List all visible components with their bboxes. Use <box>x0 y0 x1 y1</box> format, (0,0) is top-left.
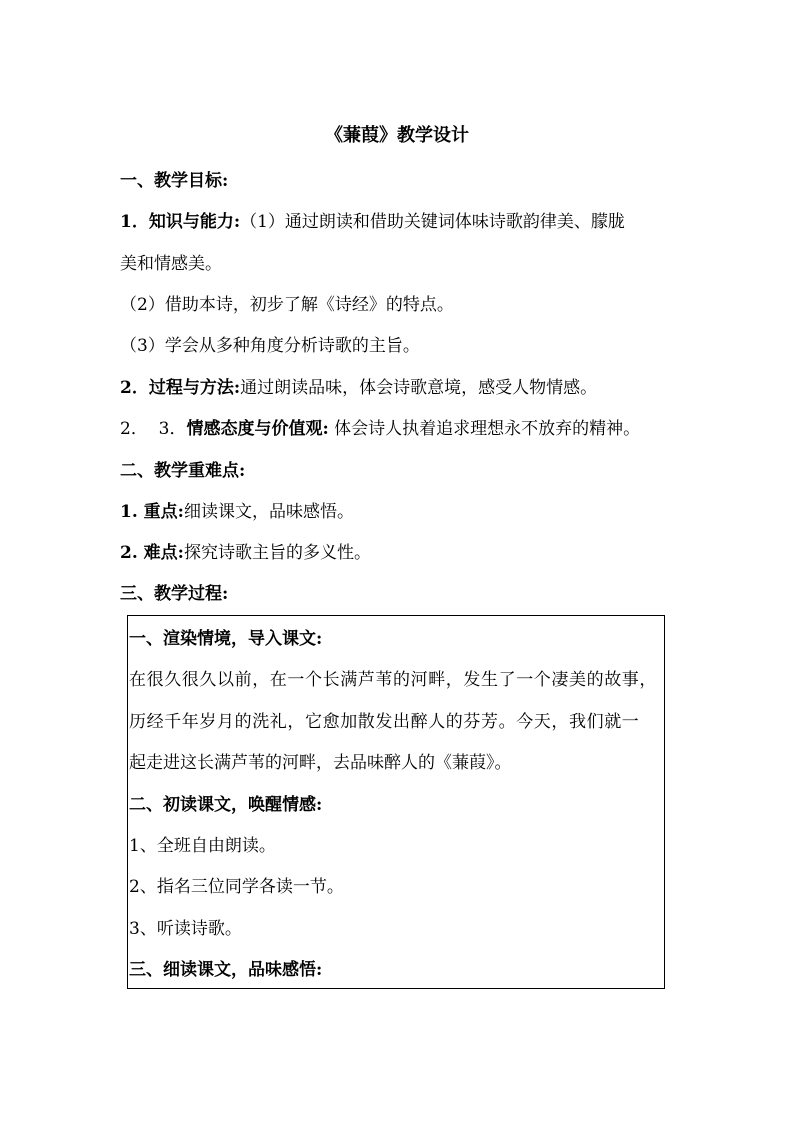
objective-process <box>120 377 597 399</box>
step1-heading: 一、渲染情境，导入课文: <box>129 629 323 649</box>
objective-knowledge-text: （1）通过朗读和借助关键词体味诗歌韵律美、朦胧 <box>240 212 625 232</box>
key-point-1-label: 1. 重点: <box>120 502 184 522</box>
section-heading-key-points: 二、教学重难点: <box>120 461 246 481</box>
objective-attitude-label: 情感态度与价值观: <box>186 419 329 439</box>
objective-process-text: 通过朗读品味，体会诗歌意境，感受人物情感。 <box>240 378 598 398</box>
section-heading-objectives: 一、教学目标: <box>120 171 229 191</box>
objective-sub-3: （3）学会从多种角度分析诗歌的主旨。 <box>120 336 420 356</box>
objective-sub-2: （2）借助本诗，初步了解《诗经》的特点。 <box>120 295 454 315</box>
objective-process-label: 2．过程与方法: <box>120 378 241 398</box>
objective-knowledge-continued: 美和情感美。 <box>120 254 222 274</box>
key-point-2-label: 2. 难点: <box>120 543 184 563</box>
key-point-2-text: 探究诗歌主旨的多义性。 <box>183 543 371 563</box>
key-point-2 <box>120 542 371 564</box>
objective-attitude-prefix: 2． 3． <box>120 419 187 439</box>
objective-knowledge <box>120 211 625 233</box>
objective-attitude-text: 体会诗人执着追求理想永不放弃的精神。 <box>328 419 641 439</box>
objective-knowledge-label: 1．知识与能力: <box>120 212 241 232</box>
step1-paragraph-line-2: 历经千年岁月的洗礼，它愈加散发出醉人的芬芳。今天，我们就一 <box>129 712 640 732</box>
objective-attitude <box>120 418 640 440</box>
step3-heading: 三、细读课文，品味感悟: <box>129 960 323 980</box>
teaching-process-table <box>127 615 665 989</box>
step1-paragraph-line-3: 起走进这长满芦苇的河畔，去品味醉人的《蒹葭》。 <box>129 753 512 773</box>
step2-item-3: 3、听读诗歌。 <box>129 919 242 939</box>
page-title: 《蒹葭》教学设计 <box>325 125 469 146</box>
step2-heading: 二、初读课文，唤醒情感: <box>129 795 323 815</box>
step2-item-1: 1、全班自由朗读。 <box>129 836 276 856</box>
step2-item-2: 2、指名三位同学各读一节。 <box>129 877 344 897</box>
key-point-1 <box>120 501 354 523</box>
section-heading-process: 三、教学过程: <box>120 584 229 604</box>
key-point-1-text: 细读课文，品味感悟。 <box>183 502 354 522</box>
step1-paragraph-line-1: 在很久很久以前，在一个长满芦苇的河畔，发生了一个凄美的故事， <box>129 670 657 690</box>
